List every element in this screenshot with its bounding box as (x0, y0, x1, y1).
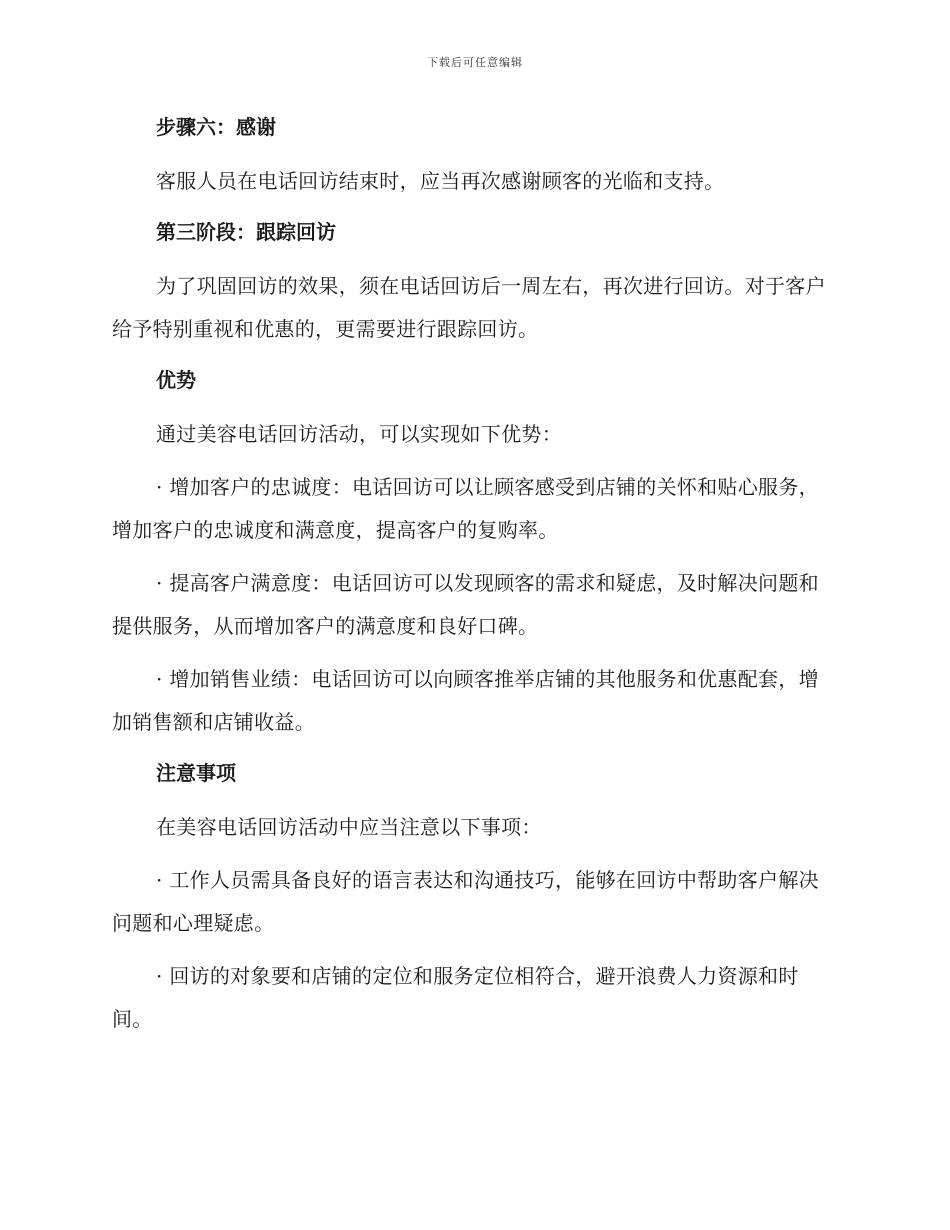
advantage-item-satisfaction: · 提高客户满意度：电话回访可以发现顾客的需求和疑虑，及时解决问题和提供服务，从而增加客户的满意度和良好口碑。 (112, 571, 819, 638)
stage3-paragraph: 为了巩固回访的效果，须在电话回访后一周左右，再次进行回访。对于客户给予特别重视和优惠的，更需要进行跟踪回访。 (112, 274, 826, 341)
notes-intro: 在美容电话回访活动中应当注意以下事项： (156, 815, 542, 839)
page-header: 下载后可任意编辑 (427, 56, 523, 69)
step6-paragraph: 客服人员在电话回访结束时，应当再次感谢顾客的光临和支持。 (156, 169, 725, 193)
step6-heading: 步骤六：感谢 (156, 115, 276, 139)
advantage-item-sales: · 增加销售业绩：电话回访可以向顾客推举店铺的其他服务和优惠配套，增加销售额和店铺收益。 (112, 667, 819, 734)
stage3-heading: 第三阶段：跟踪回访 (156, 220, 336, 244)
note-item-skills: · 工作人员需具备良好的语言表达和沟通技巧，能够在回访中帮助客户解决问题和心理疑虑。 (112, 868, 819, 935)
document-body (112, 108, 832, 1051)
advantages-intro: 通过美容电话回访活动，可以实现如下优势： (156, 422, 562, 446)
advantage-item-loyalty: · 增加客户的忠诚度：电话回访可以让顾客感受到店铺的关怀和贴心服务，增加客户的忠诚度和满意度，提高客户的复购率。 (112, 475, 819, 542)
notes-heading: 注意事项 (156, 761, 236, 785)
note-item-targeting: · 回访的对象要和店铺的定位和服务定位相符合，避开浪费人力资源和时间。 (112, 964, 799, 1031)
advantages-heading: 优势 (156, 368, 196, 392)
